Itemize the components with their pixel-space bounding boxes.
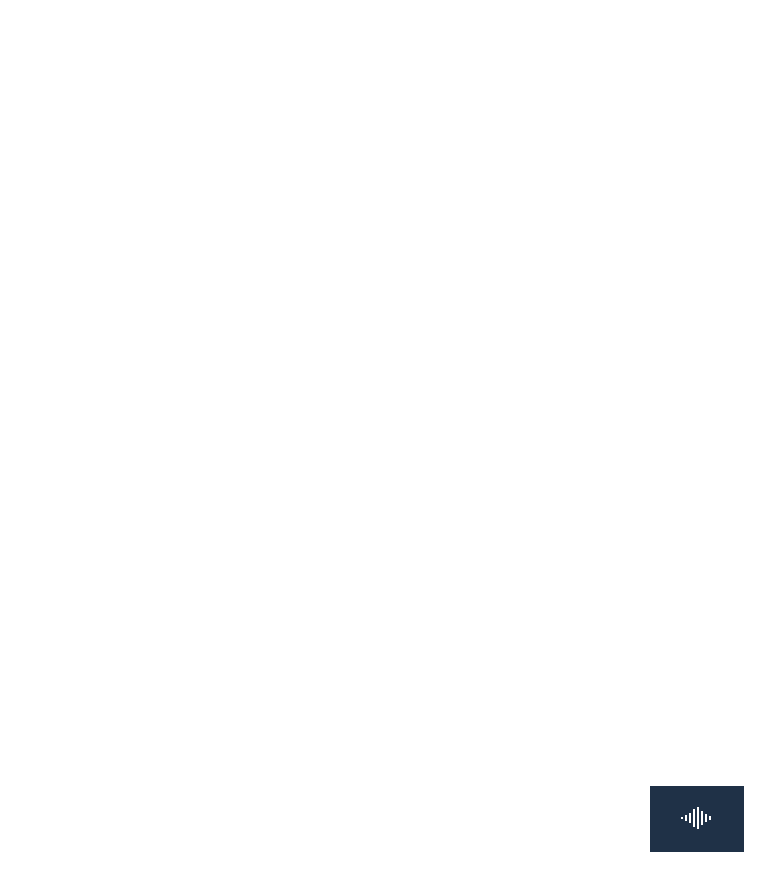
section-gap [0, 459, 761, 474]
ahrefs-logo [650, 786, 744, 852]
ahrefs-equalizer-icon [677, 805, 717, 831]
spreadsheet-bottom-section [0, 474, 761, 873]
